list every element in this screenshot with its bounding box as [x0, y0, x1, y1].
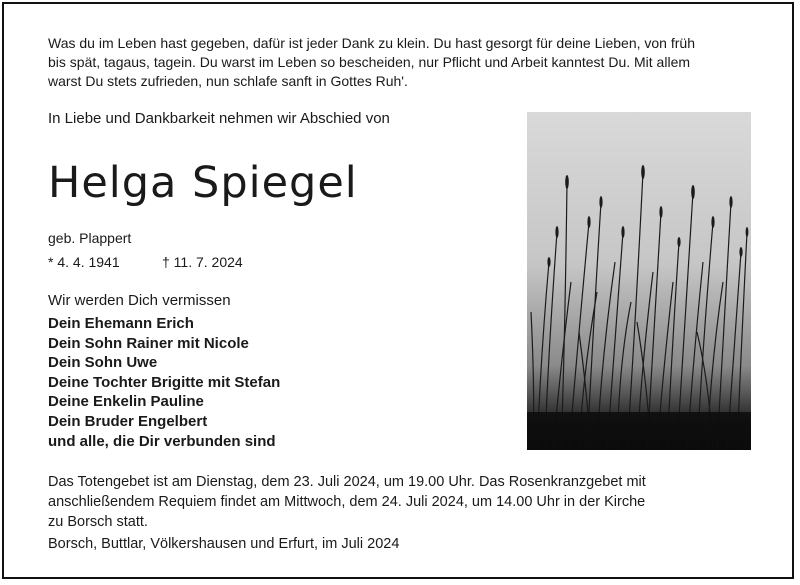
grass-photo — [527, 112, 751, 450]
family-member: Dein Ehemann Erich — [48, 315, 194, 332]
obituary-card — [2, 2, 794, 579]
deceased-name: Helga Spiegel — [48, 158, 358, 208]
grass-silhouette-icon — [527, 112, 751, 450]
family-member: Deine Enkelin Pauline — [48, 393, 204, 411]
intro-line: warst Du stets zufrieden, nun schlafe sanft in Gottes Ruh'. — [48, 73, 408, 89]
place-date: Borsch, Buttlar, Völkershausen und Erfurt, im Juli 2024 — [48, 536, 400, 552]
intro-line: bis spät, tagaus, tagein. Du warst im Leben so bescheiden, nur Pflicht und Arbeit kanntest Du. Mit allem — [48, 54, 691, 70]
maiden-name: geb. Plappert — [48, 230, 132, 246]
family-member: Dein Sohn Rainer mit Nicole — [48, 334, 249, 352]
life-dates — [48, 254, 243, 270]
death-date: † 11. 7. 2024 — [162, 254, 243, 270]
farewell-text: In Liebe und Dankbarkeit nehmen wir Abschied von — [48, 110, 390, 127]
birth-date: * 4. 4. 1941 — [48, 254, 120, 270]
family-member: und alle, die Dir verbunden sind — [48, 432, 276, 450]
family-list — [48, 314, 280, 451]
family-member: Dein Bruder Engelbert — [48, 412, 208, 430]
intro-verse — [48, 34, 768, 91]
service-line: zu Borsch statt. — [48, 514, 148, 530]
family-member: Deine Tochter Brigitte mit Stefan — [48, 373, 281, 391]
service-line: anschließendem Requiem findet am Mittwoch, dem 24. Juli 2024, um 14.00 Uhr in der Kirche — [48, 494, 646, 510]
service-line: Das Totengebet ist am Dienstag, dem 23. Juli 2024, um 19.00 Uhr. Das Rosenkranzgebet mit — [48, 474, 646, 490]
family-member: Dein Sohn Uwe — [48, 354, 158, 372]
miss-heading: Wir werden Dich vermissen — [48, 292, 231, 309]
service-info — [48, 472, 768, 532]
intro-line: Was du im Leben hast gegeben, dafür ist jeder Dank zu klein. Du hast gesorgt für deine Lieben, von früh — [48, 35, 695, 51]
